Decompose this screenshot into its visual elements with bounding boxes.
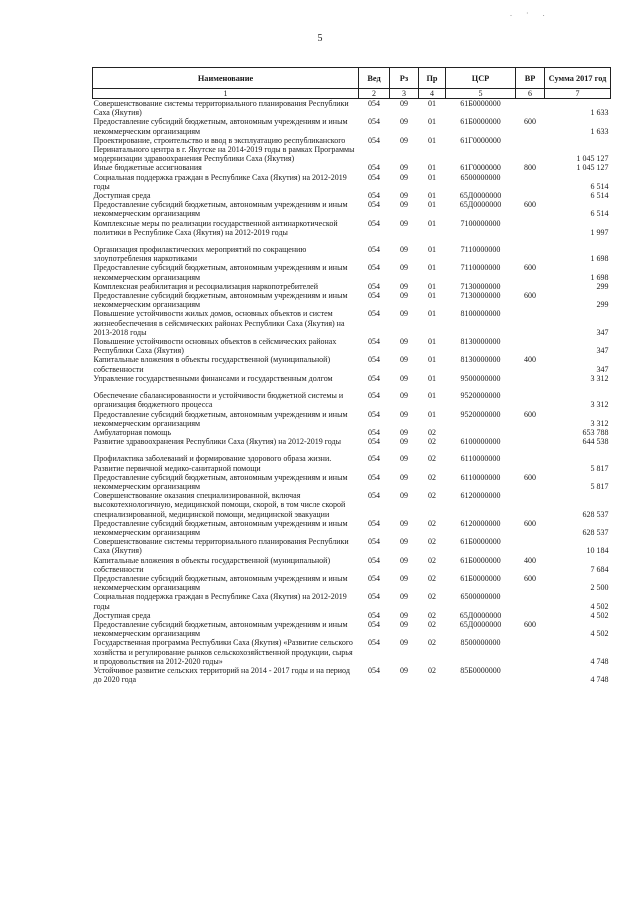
row-name: Устойчивое развитие сельских территорий на 2014 - 2017 годы и на период до 2020 года xyxy=(93,665,350,685)
header-vr: ВР xyxy=(516,68,545,89)
row-name: Капитальные вложения в объекты государственной (муниципальной) собственности xyxy=(93,555,331,574)
table-row xyxy=(93,437,611,446)
row-sum: 4 502 xyxy=(590,601,609,611)
table-row xyxy=(93,556,611,574)
row-vr: 600 xyxy=(524,263,536,273)
row-ved: 054 xyxy=(368,573,380,583)
row-ved: 054 xyxy=(368,491,380,501)
row-csr: 8130000000 xyxy=(460,337,501,347)
table-row xyxy=(93,592,611,610)
budget-table xyxy=(92,67,611,684)
row-csr: 7130000000 xyxy=(460,281,501,291)
row-pr: 01 xyxy=(428,117,436,127)
table-row xyxy=(93,410,611,428)
row-rz: 09 xyxy=(400,99,408,108)
row-sum: 4 502 xyxy=(590,610,609,620)
row-csr: 65Д0000000 xyxy=(459,610,502,620)
row-sum: 1 633 xyxy=(590,126,609,136)
row-pr: 02 xyxy=(428,454,436,464)
row-pr: 02 xyxy=(428,491,436,501)
row-pr: 02 xyxy=(428,638,436,648)
row-vr: 600 xyxy=(524,117,536,127)
table-row xyxy=(93,173,611,191)
row-sum: 10 184 xyxy=(586,546,609,556)
row-rz: 09 xyxy=(400,373,408,383)
row-rz: 09 xyxy=(400,391,408,401)
table-row xyxy=(93,491,611,519)
row-pr: 01 xyxy=(428,163,436,173)
table-row xyxy=(93,191,611,200)
row-rz: 09 xyxy=(400,518,408,528)
table-row xyxy=(93,309,611,337)
row-csr xyxy=(446,428,516,437)
table-row xyxy=(93,428,611,437)
table-row xyxy=(93,620,611,638)
row-pr: 02 xyxy=(428,610,436,620)
table-row xyxy=(93,638,611,666)
row-sum: 299 xyxy=(596,281,609,291)
row-name: Доступная среда xyxy=(93,191,151,201)
table-row xyxy=(93,337,611,355)
table-row xyxy=(93,519,611,537)
row-vr xyxy=(516,428,545,437)
row-rz: 09 xyxy=(400,191,408,201)
row-vr: 600 xyxy=(524,518,536,528)
table-row xyxy=(93,611,611,620)
row-vr xyxy=(516,282,545,291)
row-sum: 4 502 xyxy=(590,629,609,639)
row-sum: 3 312 xyxy=(590,400,609,410)
row-ved: 054 xyxy=(368,355,380,365)
row-vr: 400 xyxy=(524,355,536,365)
row-sum: 5 817 xyxy=(590,481,609,491)
row-pr: 02 xyxy=(428,573,436,583)
row-name: Повышение устойчивости жилых домов, основных объектов и систем жизнеобеспечения в сейсмических районах Республики Саха (Якутия) на 2013-2018 годы xyxy=(93,309,345,337)
row-sum: 1 698 xyxy=(590,254,609,264)
row-rz: 09 xyxy=(400,454,408,464)
row-csr: 6110000000 xyxy=(460,472,501,482)
row-pr: 01 xyxy=(428,391,436,401)
row-rz: 09 xyxy=(400,491,408,501)
row-pr: 02 xyxy=(428,427,436,437)
row-name: Предоставление субсидий бюджетным, автономным учреждениям и иным некоммерческим организациям xyxy=(93,518,348,537)
table-row xyxy=(93,383,611,409)
row-vr xyxy=(516,337,545,355)
row-rz: 09 xyxy=(400,573,408,583)
table-row xyxy=(93,537,611,555)
table-row xyxy=(93,282,611,291)
row-name: Комплексная реабилитация и ресоциализация наркопотребителей xyxy=(93,281,318,291)
row-pr: 01 xyxy=(428,191,436,201)
row-rz: 09 xyxy=(400,218,408,228)
row-ved: 054 xyxy=(368,665,380,675)
row-rz: 09 xyxy=(400,537,408,547)
table-row xyxy=(93,219,611,237)
row-pr: 01 xyxy=(428,99,436,108)
row-rz: 09 xyxy=(400,427,408,437)
row-csr: 7130000000 xyxy=(460,291,501,301)
table-row xyxy=(93,117,611,135)
row-name: Организация профилактических мероприятий по сокращению злоупотребления наркотиками xyxy=(93,245,307,264)
row-ved: 054 xyxy=(368,555,380,565)
row-pr: 01 xyxy=(428,409,436,419)
row-vr: 600 xyxy=(524,573,536,583)
page-number: 5 xyxy=(317,33,323,44)
row-vr: 600 xyxy=(524,472,536,482)
row-pr: 01 xyxy=(428,200,436,210)
table-row xyxy=(93,163,611,172)
row-sum: 1 698 xyxy=(590,272,609,282)
row-sum: 1 997 xyxy=(590,227,609,237)
row-ved: 054 xyxy=(368,172,380,182)
table-row xyxy=(93,136,611,164)
row-pr: 01 xyxy=(428,245,436,255)
row-csr: 6500000000 xyxy=(460,592,501,602)
row-rz: 09 xyxy=(400,472,408,482)
row-name: Капитальные вложения в объекты государственной (муниципальной) собственности xyxy=(93,355,331,374)
row-rz: 09 xyxy=(400,409,408,419)
row-pr: 01 xyxy=(428,218,436,228)
row-csr: 61Б0000000 xyxy=(460,117,501,127)
row-csr: 9520000000 xyxy=(460,391,501,401)
row-pr: 02 xyxy=(428,537,436,547)
table-row xyxy=(93,473,611,491)
row-name: Повышение устойчивости основных объектов в сейсмических районах Республики Саха (Якутия) xyxy=(93,337,337,356)
row-ved: 054 xyxy=(368,163,380,173)
row-ved: 054 xyxy=(368,218,380,228)
row-csr: 85Б0000000 xyxy=(460,665,501,675)
row-ved: 054 xyxy=(368,200,380,210)
row-pr: 01 xyxy=(428,135,436,145)
table-row xyxy=(93,374,611,383)
row-vr xyxy=(516,666,545,684)
row-name: Профилактика заболеваний и формирование здорового образа жизни. Развитие первичной медико-санитарной помощи xyxy=(93,454,332,473)
row-vr: 600 xyxy=(524,291,536,301)
row-csr: 65Д0000000 xyxy=(459,619,502,629)
row-sum: 299 xyxy=(596,300,609,310)
row-rz: 09 xyxy=(400,619,408,629)
row-vr xyxy=(516,611,545,620)
column-index-row xyxy=(93,89,611,99)
row-ved: 054 xyxy=(368,245,380,255)
row-sum: 4 748 xyxy=(590,675,609,685)
row-sum: 5 817 xyxy=(590,463,609,473)
row-vr xyxy=(516,491,545,519)
row-sum: 7 684 xyxy=(590,564,609,574)
table-header xyxy=(93,68,611,99)
row-csr: 6500000000 xyxy=(460,172,501,182)
scan-marks: . · . xyxy=(510,9,551,18)
row-sum: 644 538 xyxy=(582,437,609,447)
row-csr: 6120000000 xyxy=(460,491,501,501)
header-sum: Сумма 2017 год xyxy=(545,68,611,89)
row-ved: 054 xyxy=(368,610,380,620)
row-name: Предоставление субсидий бюджетным, автономным учреждениям и иным некоммерческим организациям xyxy=(93,409,348,428)
row-pr: 01 xyxy=(428,373,436,383)
row-sum: 1 045 127 xyxy=(576,154,609,164)
row-name: Проектирование, строительство и ввод в эксплуатацию республиканского Перинатального центра в г. Якутске на 2014-2019 годы в рамках Программы модернизации здравоохранения Республики Саха (Якутия) xyxy=(93,135,355,164)
row-pr: 01 xyxy=(428,263,436,273)
row-vr xyxy=(516,219,545,237)
row-rz: 09 xyxy=(400,200,408,210)
row-rz: 09 xyxy=(400,309,408,319)
row-vr: 600 xyxy=(524,200,536,210)
row-sum: 3 312 xyxy=(590,418,609,428)
row-vr xyxy=(516,136,545,164)
row-rz: 09 xyxy=(400,555,408,565)
column-index: 2 xyxy=(359,89,390,99)
row-sum: 6 514 xyxy=(590,209,609,219)
row-vr xyxy=(516,592,545,610)
row-sum: 347 xyxy=(596,364,609,374)
table-row xyxy=(93,237,611,263)
table-row xyxy=(93,446,611,472)
column-index: 4 xyxy=(419,89,446,99)
row-name: Предоставление субсидий бюджетным, автономным учреждениям и иным некоммерческим организациям xyxy=(93,472,348,491)
row-csr: 61Б0000000 xyxy=(460,573,501,583)
row-ved: 054 xyxy=(368,619,380,629)
column-index: 3 xyxy=(390,89,419,99)
row-ved: 054 xyxy=(368,191,380,201)
row-name: Иные бюджетные ассигнования xyxy=(93,163,202,173)
row-name: Управление государственными финансами и государственным долгом xyxy=(93,373,333,383)
row-rz: 09 xyxy=(400,245,408,255)
table-body xyxy=(93,99,611,685)
row-name: Государственная программа Республики Саха (Якутия) «Развитие сельского хозяйства и регулирование рынков сельскохозяйственной продукции, сырья и продовольствия на 2012-2020 годы» xyxy=(93,638,353,666)
row-name: Предоставление субсидий бюджетным, автономным учреждениям и иным некоммерческим организациям xyxy=(93,573,348,593)
header-name: Наименование xyxy=(93,68,359,89)
row-ved: 054 xyxy=(368,99,380,108)
row-name: Обеспечение сбалансированности и устойчивости бюджетной системы и организация бюджетного процесса xyxy=(93,391,344,410)
row-sum: 653 788 xyxy=(582,427,609,437)
row-ved: 054 xyxy=(368,117,380,127)
row-vr xyxy=(516,309,545,337)
row-csr: 8100000000 xyxy=(460,309,501,319)
row-vr: 600 xyxy=(524,409,536,419)
table-row xyxy=(93,200,611,218)
column-index: 7 xyxy=(545,89,611,99)
row-csr: 61Г0000000 xyxy=(460,163,501,173)
row-ved: 054 xyxy=(368,454,380,464)
row-name: Развитие здравоохранения Республики Саха (Якутия) на 2012-2019 годы xyxy=(93,437,341,447)
row-name: Предоставление субсидий бюджетным, автономным учреждениям и иным некоммерческим организациям xyxy=(93,117,348,136)
row-csr: 6120000000 xyxy=(460,518,501,528)
row-ved: 054 xyxy=(368,391,380,401)
row-pr: 01 xyxy=(428,309,436,319)
row-vr xyxy=(516,173,545,191)
table-row xyxy=(93,574,611,592)
row-rz: 09 xyxy=(400,337,408,347)
row-ved: 054 xyxy=(368,135,380,145)
row-ved: 054 xyxy=(368,427,380,437)
row-vr xyxy=(516,99,545,118)
row-name: Предоставление субсидий бюджетным, автономным учреждениям и иным некоммерческим организациям xyxy=(93,619,348,639)
row-ved: 054 xyxy=(368,337,380,347)
row-ved: 054 xyxy=(368,409,380,419)
row-pr: 02 xyxy=(428,592,436,602)
row-sum: 1 045 127 xyxy=(576,163,609,173)
row-vr: 800 xyxy=(524,163,536,173)
row-csr: 61Г0000000 xyxy=(460,135,501,145)
row-vr xyxy=(516,383,545,409)
row-vr xyxy=(516,537,545,555)
row-ved: 054 xyxy=(368,263,380,273)
row-csr: 9500000000 xyxy=(460,373,501,383)
row-name: Доступная среда xyxy=(93,610,151,620)
row-sum: 628 537 xyxy=(582,527,609,537)
row-vr xyxy=(516,374,545,383)
row-rz: 09 xyxy=(400,172,408,182)
row-pr: 01 xyxy=(428,355,436,365)
row-name: Совершенствование оказания специализированной, включая высокотехнологичную, медицинской помощи, скорой, в том числе скорой специализированной, медицинской помощи, медицинской эвакуации xyxy=(93,491,346,519)
row-csr: 65Д0000000 xyxy=(459,200,502,210)
row-sum: 347 xyxy=(596,327,609,337)
header-rz: Рз xyxy=(390,68,419,89)
row-sum: 628 537 xyxy=(582,509,609,519)
row-csr: 65Д0000000 xyxy=(459,191,502,201)
row-csr: 8500000000 xyxy=(460,638,501,648)
row-ved: 054 xyxy=(368,472,380,482)
table-row xyxy=(93,263,611,281)
row-rz: 09 xyxy=(400,163,408,173)
header-pr: Пр xyxy=(419,68,446,89)
row-pr: 02 xyxy=(428,555,436,565)
row-csr: 8130000000 xyxy=(460,355,501,365)
row-csr: 61Б0000000 xyxy=(460,99,501,108)
row-vr xyxy=(516,437,545,446)
row-pr: 02 xyxy=(428,518,436,528)
row-rz: 09 xyxy=(400,281,408,291)
row-pr: 02 xyxy=(428,665,436,675)
row-sum: 2 500 xyxy=(590,583,609,593)
row-rz: 09 xyxy=(400,263,408,273)
row-pr: 01 xyxy=(428,172,436,182)
table-row xyxy=(93,666,611,684)
row-ved: 054 xyxy=(368,291,380,301)
row-ved: 054 xyxy=(368,518,380,528)
row-rz: 09 xyxy=(400,610,408,620)
row-name: Комплексные меры по реализации государственной антинаркотической политики в Республике Саха (Якутия) на 2012-2019 годы xyxy=(93,218,338,237)
header-ved: Вед xyxy=(359,68,390,89)
row-ved: 054 xyxy=(368,537,380,547)
row-name: Социальная поддержка граждан в Республике Саха (Якутия) на 2012-2019 годы xyxy=(93,172,347,191)
table-row xyxy=(93,355,611,373)
column-index: 5 xyxy=(446,89,516,99)
row-pr: 01 xyxy=(428,337,436,347)
row-pr: 02 xyxy=(428,619,436,629)
row-vr: 600 xyxy=(524,619,536,629)
row-sum: 3 312 xyxy=(590,373,609,383)
row-csr: 7100000000 xyxy=(460,218,501,228)
row-sum: 4 748 xyxy=(590,656,609,666)
row-csr: 6110000000 xyxy=(460,454,501,464)
row-vr xyxy=(516,237,545,263)
header-csr: ЦСР xyxy=(446,68,516,89)
row-rz: 09 xyxy=(400,355,408,365)
row-name: Совершенствование системы территориального планирования Республики Саха (Якутия) xyxy=(93,537,349,556)
row-name: Предоставление субсидий бюджетным, автономным учреждениям и иным некоммерческим организациям xyxy=(93,291,348,310)
row-pr: 01 xyxy=(428,291,436,301)
row-vr xyxy=(516,446,545,472)
row-pr: 02 xyxy=(428,472,436,482)
row-rz: 09 xyxy=(400,135,408,145)
row-vr xyxy=(516,638,545,666)
row-csr: 61Б0000000 xyxy=(460,555,501,565)
row-name: Совершенствование системы территориального планирования Республики Саха (Якутия) xyxy=(93,99,349,118)
row-csr: 61Б0000000 xyxy=(460,537,501,547)
row-name: Предоставление субсидий бюджетным, автономным учреждениям и иным некоммерческим организациям xyxy=(93,263,348,282)
row-csr: 7110000000 xyxy=(460,245,501,255)
row-rz: 09 xyxy=(400,638,408,648)
row-rz: 09 xyxy=(400,665,408,675)
row-pr: 01 xyxy=(428,281,436,291)
row-ved: 054 xyxy=(368,592,380,602)
column-index: 6 xyxy=(516,89,545,99)
row-ved: 054 xyxy=(368,309,380,319)
row-sum: 6 514 xyxy=(590,191,609,201)
row-ved: 054 xyxy=(368,437,380,447)
row-name: Предоставление субсидий бюджетным, автономным учреждениям и иным некоммерческим организациям xyxy=(93,200,348,219)
row-ved: 054 xyxy=(368,373,380,383)
row-sum: 6 514 xyxy=(590,181,609,191)
row-ved: 054 xyxy=(368,281,380,291)
row-name: Амбулаторная помощь xyxy=(93,427,171,437)
row-csr: 9520000000 xyxy=(460,409,501,419)
row-csr: 6100000000 xyxy=(460,437,501,447)
row-rz: 09 xyxy=(400,117,408,127)
row-name: Социальная поддержка граждан в Республике Саха (Якутия) на 2012-2019 годы xyxy=(93,592,347,611)
table-row xyxy=(93,291,611,309)
column-index: 1 xyxy=(93,89,359,99)
row-pr: 02 xyxy=(428,437,436,447)
row-sum: 1 633 xyxy=(590,108,609,118)
row-rz: 09 xyxy=(400,291,408,301)
row-ved: 054 xyxy=(368,638,380,648)
row-sum: 347 xyxy=(596,346,609,356)
row-vr xyxy=(516,191,545,200)
row-csr: 7110000000 xyxy=(460,263,501,273)
row-vr: 400 xyxy=(524,555,536,565)
table-row xyxy=(93,99,611,118)
row-rz: 09 xyxy=(400,592,408,602)
row-rz: 09 xyxy=(400,437,408,447)
